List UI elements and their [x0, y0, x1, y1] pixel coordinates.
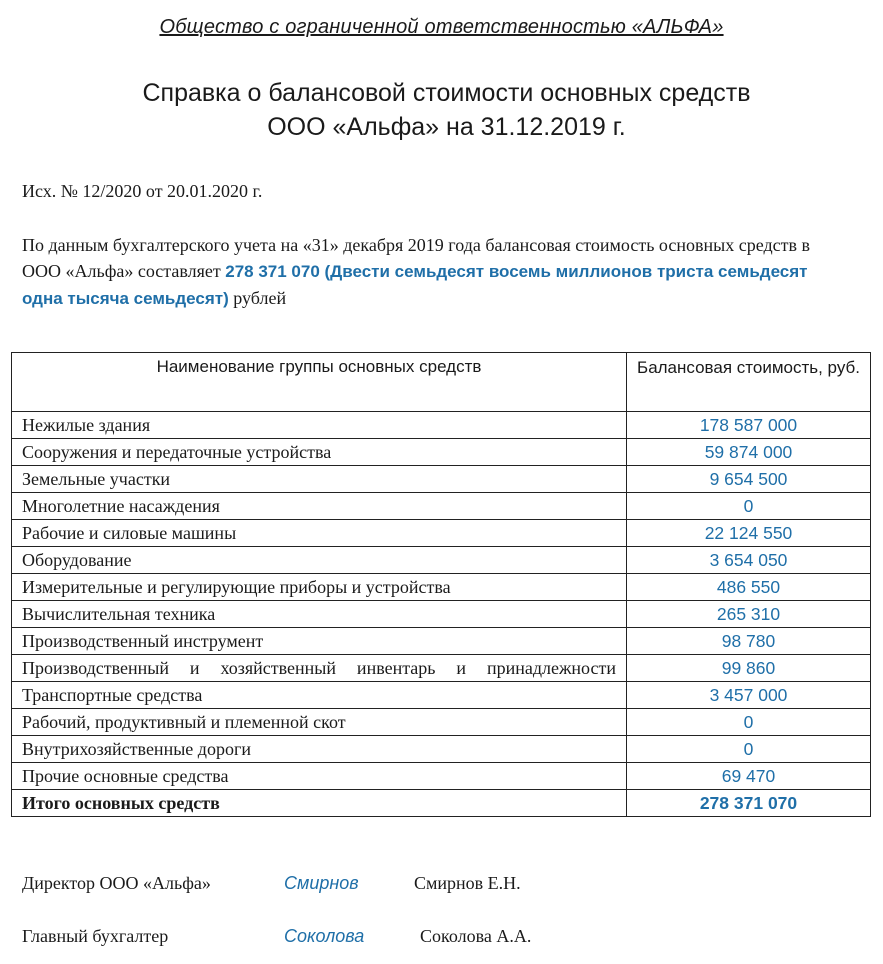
asset-group-value: 9 654 500 [627, 466, 871, 493]
paragraph-prefix: По данным бухгалтерского учета на «31» декабря 2019 года балансовая стоимость основных средств в ООО «Альфа» составляет [22, 235, 810, 281]
assets-table [11, 352, 871, 817]
accountant-role: Главный бухгалтер [22, 926, 169, 946]
table-row [12, 412, 871, 439]
table-body [12, 412, 871, 790]
asset-group-name: Нежилые здания [12, 412, 627, 439]
asset-group-name: Рабочий, продуктивный и племенной скот [12, 709, 627, 736]
total-label: Итого основных средств [12, 790, 627, 817]
table-row [12, 601, 871, 628]
table-row [12, 493, 871, 520]
table-row [12, 682, 871, 709]
table-row [12, 520, 871, 547]
header-group-name: Наименование группы основных средств [12, 353, 627, 412]
table-row [12, 466, 871, 493]
asset-group-name: Оборудование [12, 547, 627, 574]
director-name: Смирнов Е.Н. [414, 873, 521, 893]
asset-group-value: 98 780 [627, 628, 871, 655]
accountant-name: Соколова А.А. [420, 926, 532, 946]
paragraph-amount: 278 371 070 (Двести семьдесят восемь миллионов триста семьдесят одна тысяча семьдесят) [22, 262, 808, 308]
table-header-row [12, 353, 871, 412]
asset-group-name: Сооружения и передаточные устройства [12, 439, 627, 466]
asset-group-value: 265 310 [627, 601, 871, 628]
table-row [12, 439, 871, 466]
asset-group-value: 3 457 000 [627, 682, 871, 709]
asset-group-name: Рабочие и силовые машины [12, 520, 627, 547]
asset-group-value: 3 654 050 [627, 547, 871, 574]
asset-group-value: 486 550 [627, 574, 871, 601]
asset-group-name: Земельные участки [12, 466, 627, 493]
asset-group-value: 99 860 [627, 655, 871, 682]
statement-paragraph [22, 232, 832, 312]
asset-group-name: Внутрихозяйственные дороги [12, 736, 627, 763]
asset-group-value: 69 470 [627, 763, 871, 790]
director-role: Директор ООО «Альфа» [22, 873, 211, 893]
asset-group-name: Вычислительная техника [12, 601, 627, 628]
asset-group-value: 0 [627, 709, 871, 736]
table-row [12, 628, 871, 655]
asset-group-name: Производственный и хозяйственный инвентарь и принадлежности [12, 655, 627, 682]
asset-group-value: 178 587 000 [627, 412, 871, 439]
table-row [12, 655, 871, 682]
header-book-value: Балансовая стоимость, руб. [627, 353, 871, 412]
asset-group-value: 59 874 000 [627, 439, 871, 466]
title-line-2: ООО «Альфа» на 31.12.2019 г. [267, 113, 626, 141]
total-value: 278 371 070 [627, 790, 871, 817]
asset-group-value: 0 [627, 736, 871, 763]
asset-group-name: Измерительные и регулирующие приборы и устройства [12, 574, 627, 601]
asset-group-name: Многолетние насаждения [12, 493, 627, 520]
director-handwritten-signature: Смирнов [284, 873, 359, 893]
company-name: Общество с ограниченной ответственностью «АЛЬФА» [159, 16, 724, 38]
asset-group-value: 0 [627, 493, 871, 520]
asset-group-name: Производственный инструмент [12, 628, 627, 655]
asset-group-name: Транспортные средства [12, 682, 627, 709]
table-row [12, 736, 871, 763]
table-row [12, 763, 871, 790]
paragraph-suffix: рублей [228, 288, 287, 308]
outgoing-reference: Исх. № 12/2020 от 20.01.2020 г. [22, 181, 263, 201]
table-row [12, 547, 871, 574]
asset-group-value: 22 124 550 [627, 520, 871, 547]
table-total-row [12, 790, 871, 817]
title-line-1: Справка о балансовой стоимости основных средств [142, 79, 751, 107]
accountant-handwritten-signature: Соколова [284, 926, 365, 946]
document-title [0, 76, 883, 144]
table-row [12, 574, 871, 601]
table-row [12, 709, 871, 736]
asset-group-name: Прочие основные средства [12, 763, 627, 790]
